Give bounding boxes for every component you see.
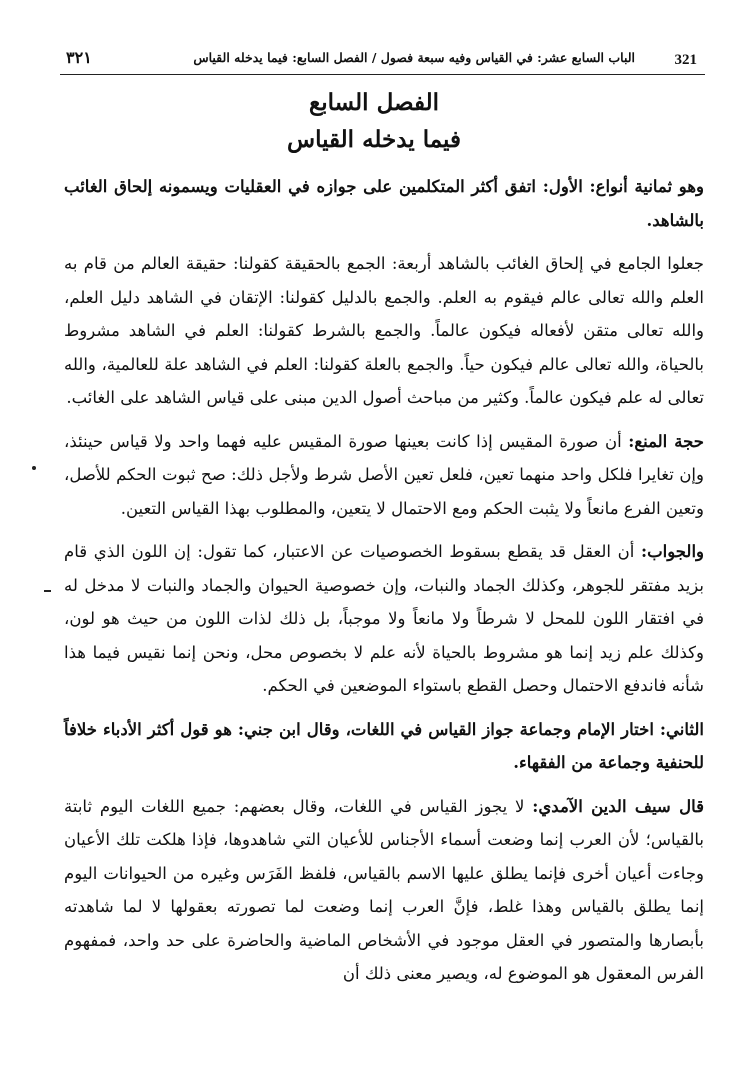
chapter-heading — [0, 86, 748, 160]
paragraph-lead: والجواب: — [641, 542, 704, 561]
paragraph — [64, 425, 704, 526]
paragraph-text: أن صورة المقيس إذا كانت بعينها صورة المقيس عليه فهما واحد ولا قياس حينئذ، وإن تغايرا فلكل واحد منهما تعين، فلعل تعين الأصل شرط ولأجل ذلك: صح ثبوت الحكم للأصل، وتعين الفرع مانعاً ولا يثبت الحكم ومع الاحتمال لا يتعين، والمطلوب بهذا القياس التعين. — [64, 431, 704, 518]
paragraph — [64, 790, 704, 991]
paragraph — [64, 713, 704, 780]
page-header — [60, 44, 705, 75]
paragraph — [64, 247, 704, 415]
page-number-arabic: ٣٢١ — [66, 48, 92, 67]
running-title: الباب السابع عشر: في القياس وفيه سبعة فصول / الفصل السابع: فيما يدخله القياس — [193, 50, 635, 65]
paragraph-text: أن العقل قد يقطع بسقوط الخصوصيات عن الاعتبار، كما تقول: إن اللون الذي قام بزيد مفتقر للجوهر، وكذلك الجماد والنبات، وإن خصوصية الحيوان والجماد والنبات لا مدخل له في افتقار اللون للمحل لا شرطاً ولا مانعاً ولا موجباً، بل ذلك لذات اللون من حيث هو لون، وكذلك علم زيد إنما هو مشروط بالحياة لأنه علم لا بخصوص محل، ونحن إنما نقيس فيما هذا شأنه فاندفع الاحتمال وحصل القطع باستواء الموضعين في الحكم. — [64, 542, 704, 695]
paragraph-text: الثاني: اختار الإمام وجماعة جواز القياس في اللغات، وقال ابن جني: هو قول أكثر الأدباء خلافاً للحنفية وجماعة من الفقهاء. — [64, 719, 704, 772]
paragraph-lead: قال سيف الدين الآمدي: — [532, 796, 704, 816]
paragraph — [64, 170, 704, 237]
margin-dot-mark — [32, 466, 36, 470]
page-number-latin: 321 — [674, 52, 697, 68]
paragraph — [64, 535, 704, 703]
margin-dash-mark — [44, 590, 51, 592]
paragraph-text: وهو ثمانية أنواع: الأول: اتفق أكثر المتكلمين على جوازه في العقليات ويسمونه إلحاق الغائب بالشاهد. — [64, 177, 704, 230]
paragraph-lead: حجة المنع: — [628, 431, 704, 451]
chapter-subtitle: فيما يدخله القياس — [287, 126, 461, 153]
chapter-title: الفصل السابع — [309, 89, 439, 116]
body-text — [64, 170, 704, 1001]
paragraph-text: لا يجوز القياس في اللغات، وقال بعضهم: جميع اللغات اليوم ثابتة بالقياس؛ لأن العرب إنما وضعت أسماء الأجناس للأعيان التي شاهدوها، فإذا هلكت تلك الأعيان وجاءت أعيان أخرى فإنما يطلق عليها الاسم بالقياس، فلفظ الفَرَس وغيره من الحيوانات اليوم إنما يطلق بالقياس وهذا غلط، فإنَّ العرب إنما وضعت لما تصورته بعقولها لا لما شاهدته بأبصارها والمتصور في العقل موجود في الأشخاص الماضية والحاضرة على حد واحد، فمفهوم الفرس المعقول هو الموضوع له، ويصير معنى ذلك أن — [64, 796, 704, 983]
paragraph-text: جعلوا الجامع في إلحاق الغائب بالشاهد أربعة: الجمع بالحقيقة كقولنا: حقيقة العالم من قام به العلم والله تعالى عالم فيقوم به العلم. والجمع بالدليل كقولنا: الإتقان في الشاهد دليل العلم، والله تعالى متقن لأفعاله فيكون عالماً. والجمع بالشرط كقولنا: العلم في الشاهد مشروط بالحياة، والله تعالى عالم فيكون حياً. والجمع بالعلة كقولنا: العلم في الشاهد علة للعالمية، والله تعالى له علم فيكون عالماً. وكثير من مباحث أصول الدين مبنى على قياس الشاهد على الغائب. — [64, 254, 704, 407]
